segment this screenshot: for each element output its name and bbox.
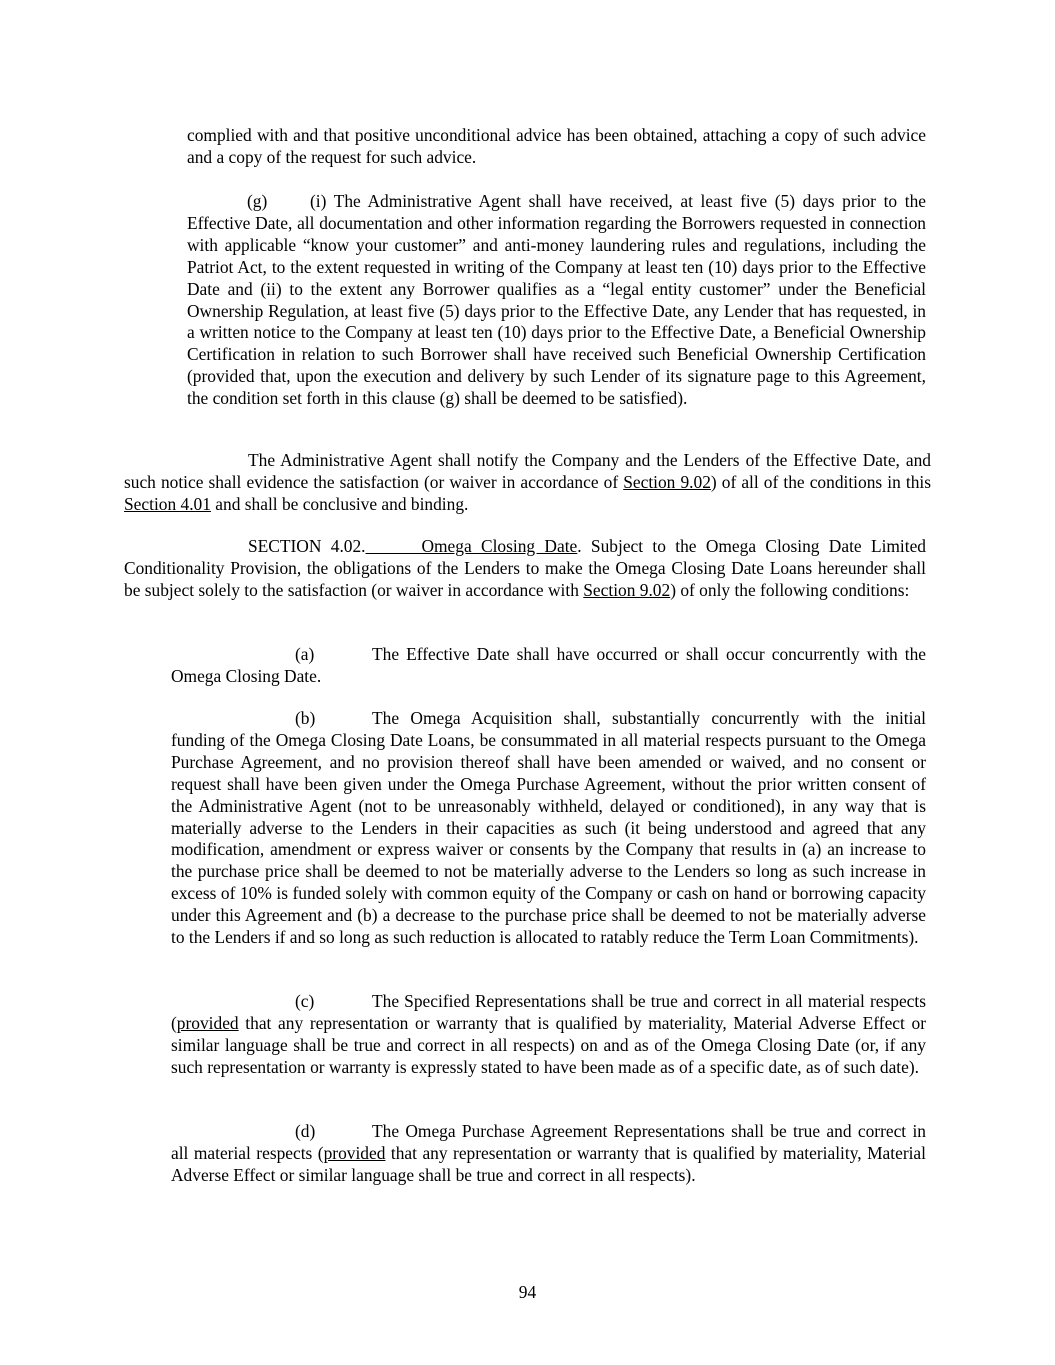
paragraph-effective-date-notice	[124, 450, 931, 516]
clause-d	[171, 1121, 926, 1187]
clause-c	[171, 991, 926, 1079]
paragraph-text: complied with and that positive unconditional advice has been obtained, attaching a copy of such advice and a copy of the request for such advice.	[187, 125, 926, 167]
section-heading: SECTION 4.02.	[248, 536, 366, 556]
paragraph-text: The Administrative Agent shall notify the Company and the Lenders of the Effective Date, and such notice shall evidence the satisfaction (or waiver in accordance of	[124, 450, 931, 492]
clause-text: (i) The Administrative Agent shall have received, at least five (5) days prior to the Effective Date, all documentation and other information regarding the Borrowers requested in connection with applicable “know your customer” and anti-money laundering rules and regulations, including the Patriot Act, to the extent requested in writing of the Company at least ten (10) days prior to the Effective Date and (ii) to the extent any Borrower qualifies as a “legal entity customer” under the Beneficial Ownership Regulation, at least five (5) days prior to the Effective Date, any Lender that has requested, in a written notice to the Company at least ten (10) days prior to the Effective Date, a Beneficial Ownership Certification in relation to such Borrower shall have received such Beneficial Ownership Certification (provided that, upon the execution and delivery by such Lender of its signature page to this Agreement, the condition set forth in this clause (g) shall be deemed to be satisfied).	[187, 191, 926, 409]
section-title-gap	[366, 536, 422, 556]
clause-label: (g)	[247, 191, 268, 211]
clause-text: that any representation or warranty that is qualified by materiality, Material Adverse Effect or similar language shall be true and correct in all respects) on and as of the Omega Closing Date (or, if any such representation or warranty is expressly stated to have been made as of a specific date, as of such date).	[171, 1012, 926, 1077]
clause-text: The Omega Acquisition shall, substantially concurrently with the initial funding of the Omega Closing Date Loans, be consummated in all material respects pursuant to the Omega Purchase Agreement, and no provision thereof shall have been amended or waived, and no consent or request shall have been given under the Omega Purchase Agreement, without the prior written consent of the Administrative Agent (not to be unreasonably withheld, delayed or conditioned), in any way that is materially adverse to the Lenders in their capacities as such (it being understood and agreed that any modification, amendment or express waiver or consents by the Company that results in (a) an increase to the purchase price shall be deemed to not be materially adverse to the Lenders so long as such increase in excess of 10% is funded solely with common equity of the Company or cash on hand or borrowing capacity under this Agreement and (b) a decrease to the purchase price shall be deemed to not be materially adverse to the Lenders if and so long as such reduction is allocated to ratably reduce the Term Loan Commitments).	[171, 708, 926, 948]
clause-label: (c)	[295, 991, 315, 1011]
page-number: 94	[518, 1282, 537, 1302]
clause-label: (d)	[295, 1121, 316, 1141]
clause-label: (b)	[295, 708, 316, 728]
provided-term: provided	[176, 1012, 239, 1033]
section-reference-link[interactable]: Section 4.01	[124, 493, 211, 514]
section-4-02	[124, 536, 926, 602]
clause-text: The Omega Purchase Agreement Representations shall be true and correct in all material respects (	[171, 1121, 926, 1163]
clause-text: that any representation or warranty that is qualified by materiality, Material Adverse Effect or similar language shall be true and correct in all respects).	[171, 1142, 926, 1185]
section-title: Omega Closing Date	[421, 536, 578, 556]
paragraph-text: . Subject to the Omega Closing Date Limited Conditionality Provision, the obligations of the Lenders to make the Omega Closing Date Loans hereunder shall be subject solely to the satisfaction (or waiver in accordance with	[124, 536, 927, 600]
clause-b	[171, 708, 926, 949]
clause-text: The Effective Date shall have occurred or shall occur concurrently with the Omega Closing Date.	[171, 644, 926, 686]
provided-term: provided	[323, 1142, 386, 1163]
paragraph-continuation	[187, 125, 926, 169]
paragraph-text: ) of all of the conditions in this	[710, 471, 931, 492]
clause-text: The Specified Representations shall be true and correct in all material respects (	[171, 991, 926, 1033]
paragraph-text: ) of only the following conditions:	[670, 579, 910, 600]
clause-g	[187, 191, 926, 410]
paragraph-text: and shall be conclusive and binding.	[210, 493, 469, 514]
section-reference-link[interactable]: Section 9.02	[583, 579, 671, 600]
clause-a	[171, 644, 926, 688]
section-reference-link[interactable]: Section 9.02	[623, 471, 711, 492]
clause-label: (a)	[295, 644, 315, 664]
